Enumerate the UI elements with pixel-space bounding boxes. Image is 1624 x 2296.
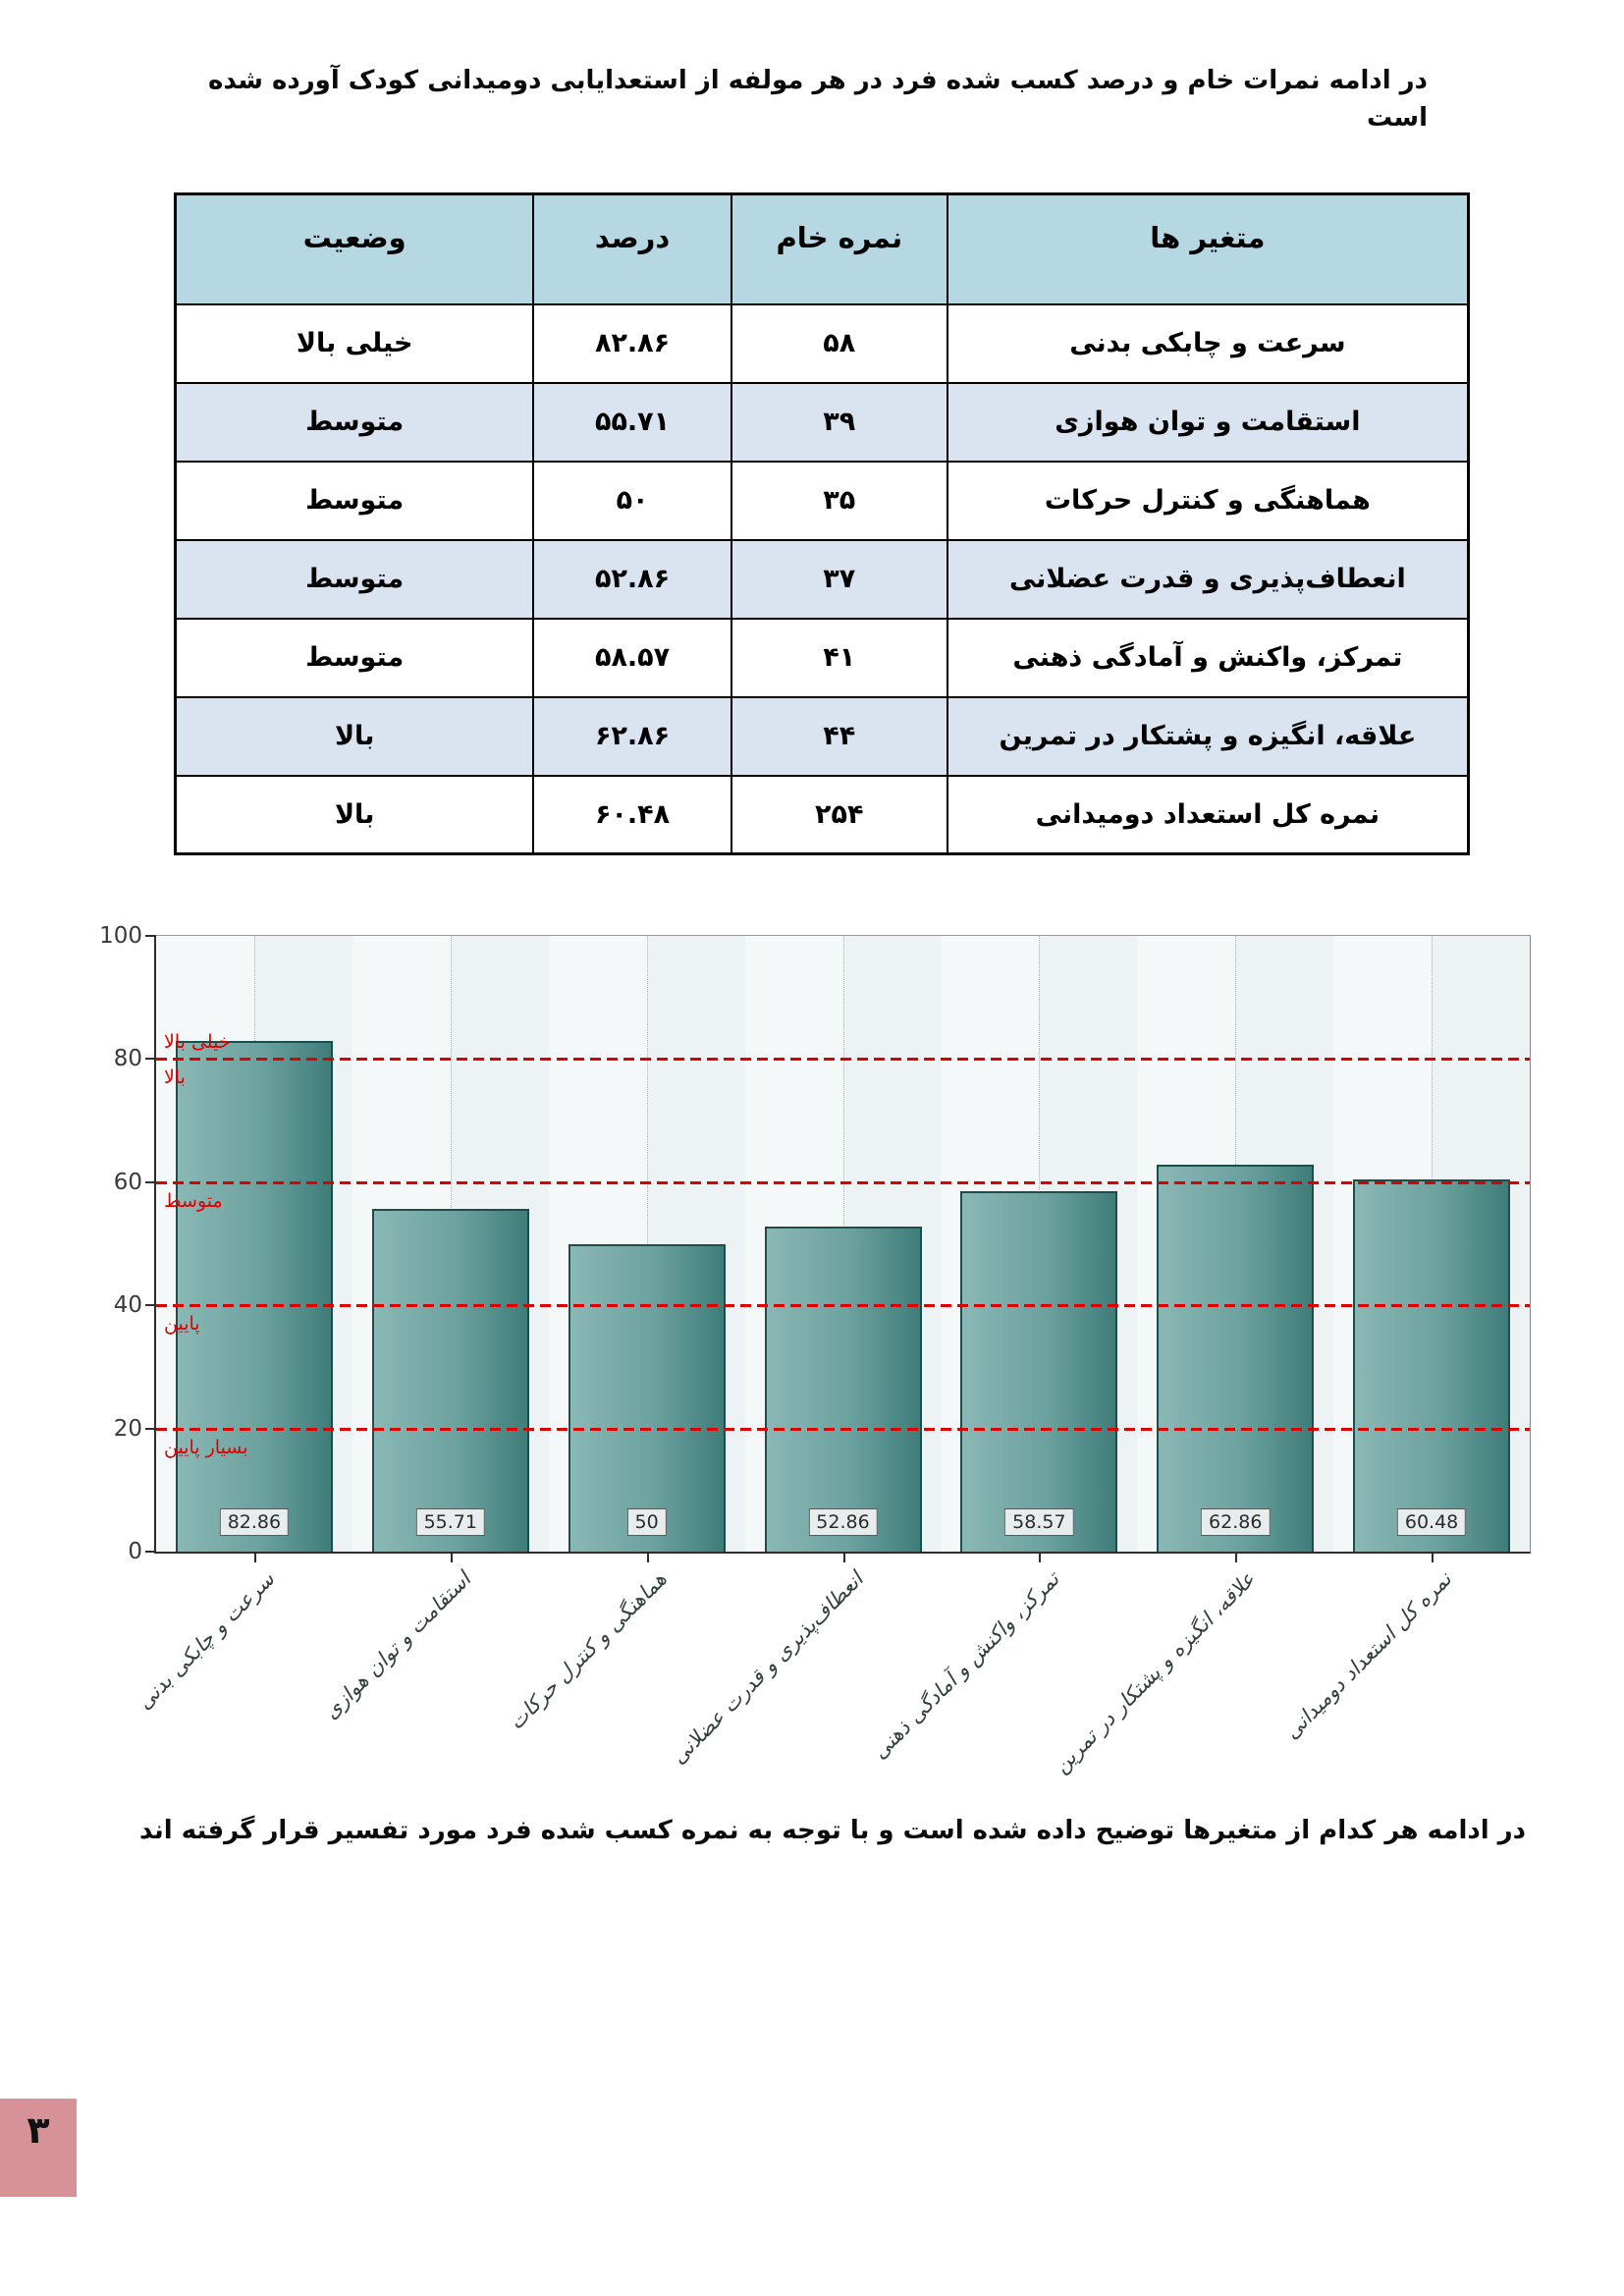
bar-group (666, 936, 942, 1769)
bar-interest-motivation (1157, 1165, 1314, 1552)
variable-cell: سرعت و چابکی بدنی (947, 304, 1469, 383)
y-tick-mark (145, 935, 156, 937)
page-number: ۳ (27, 2108, 50, 2152)
raw-score-cell: ۳۹ (731, 383, 947, 462)
raw-score-cell: ۴۱ (731, 619, 947, 697)
header-percent: درصد (533, 194, 731, 304)
table-row (176, 304, 1469, 383)
y-tick-mark (145, 1304, 156, 1306)
y-axis-tick-label: 20 (113, 1415, 142, 1442)
status-cell: خیلی بالا (176, 304, 534, 383)
x-category-label: نمره کل استعداد دومیدانی (1279, 1567, 1457, 1744)
bar-speed-agility (176, 1041, 333, 1552)
raw-score-cell: ۲۵۴ (731, 776, 947, 854)
x-category-label: هماهنگی و کنترل حرکات (504, 1567, 672, 1735)
variable-cell: علاقه، انگیزه و پشتکار در تمرین (947, 697, 1469, 776)
percent-cell: ۶۲.۸۶ (533, 697, 731, 776)
level-label-medium: متوسط (164, 1189, 223, 1212)
percent-cell: ۵۰ (533, 462, 731, 540)
table-header-row (176, 194, 1469, 304)
bars-container (132, 936, 1530, 1778)
x-tick-mark (451, 1552, 453, 1562)
intro-paragraph: در ادامه نمرات خام و درصد کسب شده فرد در هر مولفه از استعدایابی دومیدانی کودک آورده شده است (208, 66, 1428, 133)
bar-value-label: 50 (627, 1508, 667, 1536)
y-axis-tick-label: 0 (128, 1539, 142, 1564)
y-axis-tick-label: 100 (99, 923, 142, 949)
bar-group (318, 936, 549, 1724)
x-category-label: تمرکز، واکنش و آمادگی ذهنی (867, 1567, 1064, 1764)
bar-group (132, 936, 352, 1715)
header-variables: متغیر ها (947, 194, 1469, 304)
level-label-low: پایین (164, 1313, 200, 1336)
outro-paragraph: در ادامه هر کدام از متغیرها توضیح داده شده است و با توجه به نمره کسب شده فرد مورد تفسیر قرار گرفته اند (138, 1816, 1526, 1845)
threshold-line-60 (156, 1181, 1530, 1184)
table-row (176, 383, 1469, 462)
raw-score-cell: ۳۷ (731, 540, 947, 619)
percent-cell: ۶۰.۴۸ (533, 776, 731, 854)
status-cell: متوسط (176, 383, 534, 462)
bar-focus-reaction-mental (960, 1191, 1117, 1552)
x-tick-mark (1235, 1552, 1237, 1562)
bar-group (867, 936, 1137, 1764)
table-row (176, 619, 1469, 697)
x-tick-mark (254, 1552, 256, 1562)
bar-value-label: 55.71 (416, 1508, 485, 1536)
x-category-label: استقامت و توان هوازی (318, 1567, 475, 1724)
threshold-line-40 (156, 1304, 1530, 1307)
variable-cell: استقامت و توان هوازی (947, 383, 1469, 462)
x-category-label: انعطاف‌پذیری و قدرت عضلانی (666, 1567, 868, 1769)
header-status: وضعیت (176, 194, 534, 304)
bar-value-label: 58.57 (1004, 1508, 1073, 1536)
x-category-label: علاقه، انگیزه و پشتکار در تمرین (1050, 1567, 1261, 1778)
talent-bar-chart (86, 916, 1559, 1780)
x-tick-mark (1039, 1552, 1041, 1562)
table-row (176, 776, 1469, 854)
level-label-very-low: بسیار پایین (164, 1436, 248, 1458)
page-number-badge (0, 2099, 77, 2197)
raw-score-cell: ۳۵ (731, 462, 947, 540)
bar-total-talent-score (1353, 1179, 1510, 1552)
threshold-line-20 (156, 1428, 1530, 1431)
level-label-high: بالا (164, 1066, 186, 1089)
bar-value-label: 52.86 (808, 1508, 877, 1536)
x-category-label: سرعت و چابکی بدنی (132, 1567, 279, 1715)
raw-score-cell: ۵۸ (731, 304, 947, 383)
bar-value-label: 82.86 (220, 1508, 289, 1536)
status-cell: متوسط (176, 540, 534, 619)
level-label-very-high: خیلی بالا (164, 1031, 231, 1054)
bar-coordination-control (568, 1244, 726, 1553)
bar-group (504, 936, 745, 1735)
percent-cell: ۸۲.۸۶ (533, 304, 731, 383)
status-cell: متوسط (176, 619, 534, 697)
status-cell: بالا (176, 776, 534, 854)
bar-value-label: 60.48 (1397, 1508, 1466, 1536)
table-row (176, 697, 1469, 776)
y-tick-mark (145, 1428, 156, 1430)
threshold-line-80 (156, 1058, 1530, 1061)
bar-endurance-aerobic (372, 1209, 529, 1552)
variable-cell: تمرکز، واکنش و آمادگی ذهنی (947, 619, 1469, 697)
header-raw-score: نمره خام (731, 194, 947, 304)
y-tick-mark (145, 1181, 156, 1183)
bar-value-label: 62.86 (1201, 1508, 1270, 1536)
y-axis-tick-label: 60 (113, 1169, 142, 1195)
variable-cell: انعطاف‌پذیری و قدرت عضلانی (947, 540, 1469, 619)
percent-cell: ۵۵.۷۱ (533, 383, 731, 462)
raw-score-cell: ۴۴ (731, 697, 947, 776)
percent-cell: ۵۸.۵۷ (533, 619, 731, 697)
bar-flexibility-strength (765, 1227, 922, 1552)
x-tick-mark (1432, 1552, 1434, 1562)
y-tick-mark (145, 1058, 156, 1060)
table-row (176, 462, 1469, 540)
y-axis-tick-label: 40 (113, 1292, 142, 1319)
scores-table (174, 192, 1470, 855)
status-cell: متوسط (176, 462, 534, 540)
bar-group (1279, 936, 1530, 1744)
y-axis-tick-label: 80 (113, 1046, 142, 1072)
x-tick-mark (843, 1552, 845, 1562)
table-row (176, 540, 1469, 619)
y-tick-mark (145, 1551, 156, 1553)
x-tick-mark (647, 1552, 649, 1562)
bar-group (1050, 936, 1333, 1778)
percent-cell: ۵۲.۸۶ (533, 540, 731, 619)
status-cell: بالا (176, 697, 534, 776)
plot-area (99, 923, 1531, 1778)
variable-cell: نمره کل استعداد دومیدانی (947, 776, 1469, 854)
variable-cell: هماهنگی و کنترل حرکات (947, 462, 1469, 540)
